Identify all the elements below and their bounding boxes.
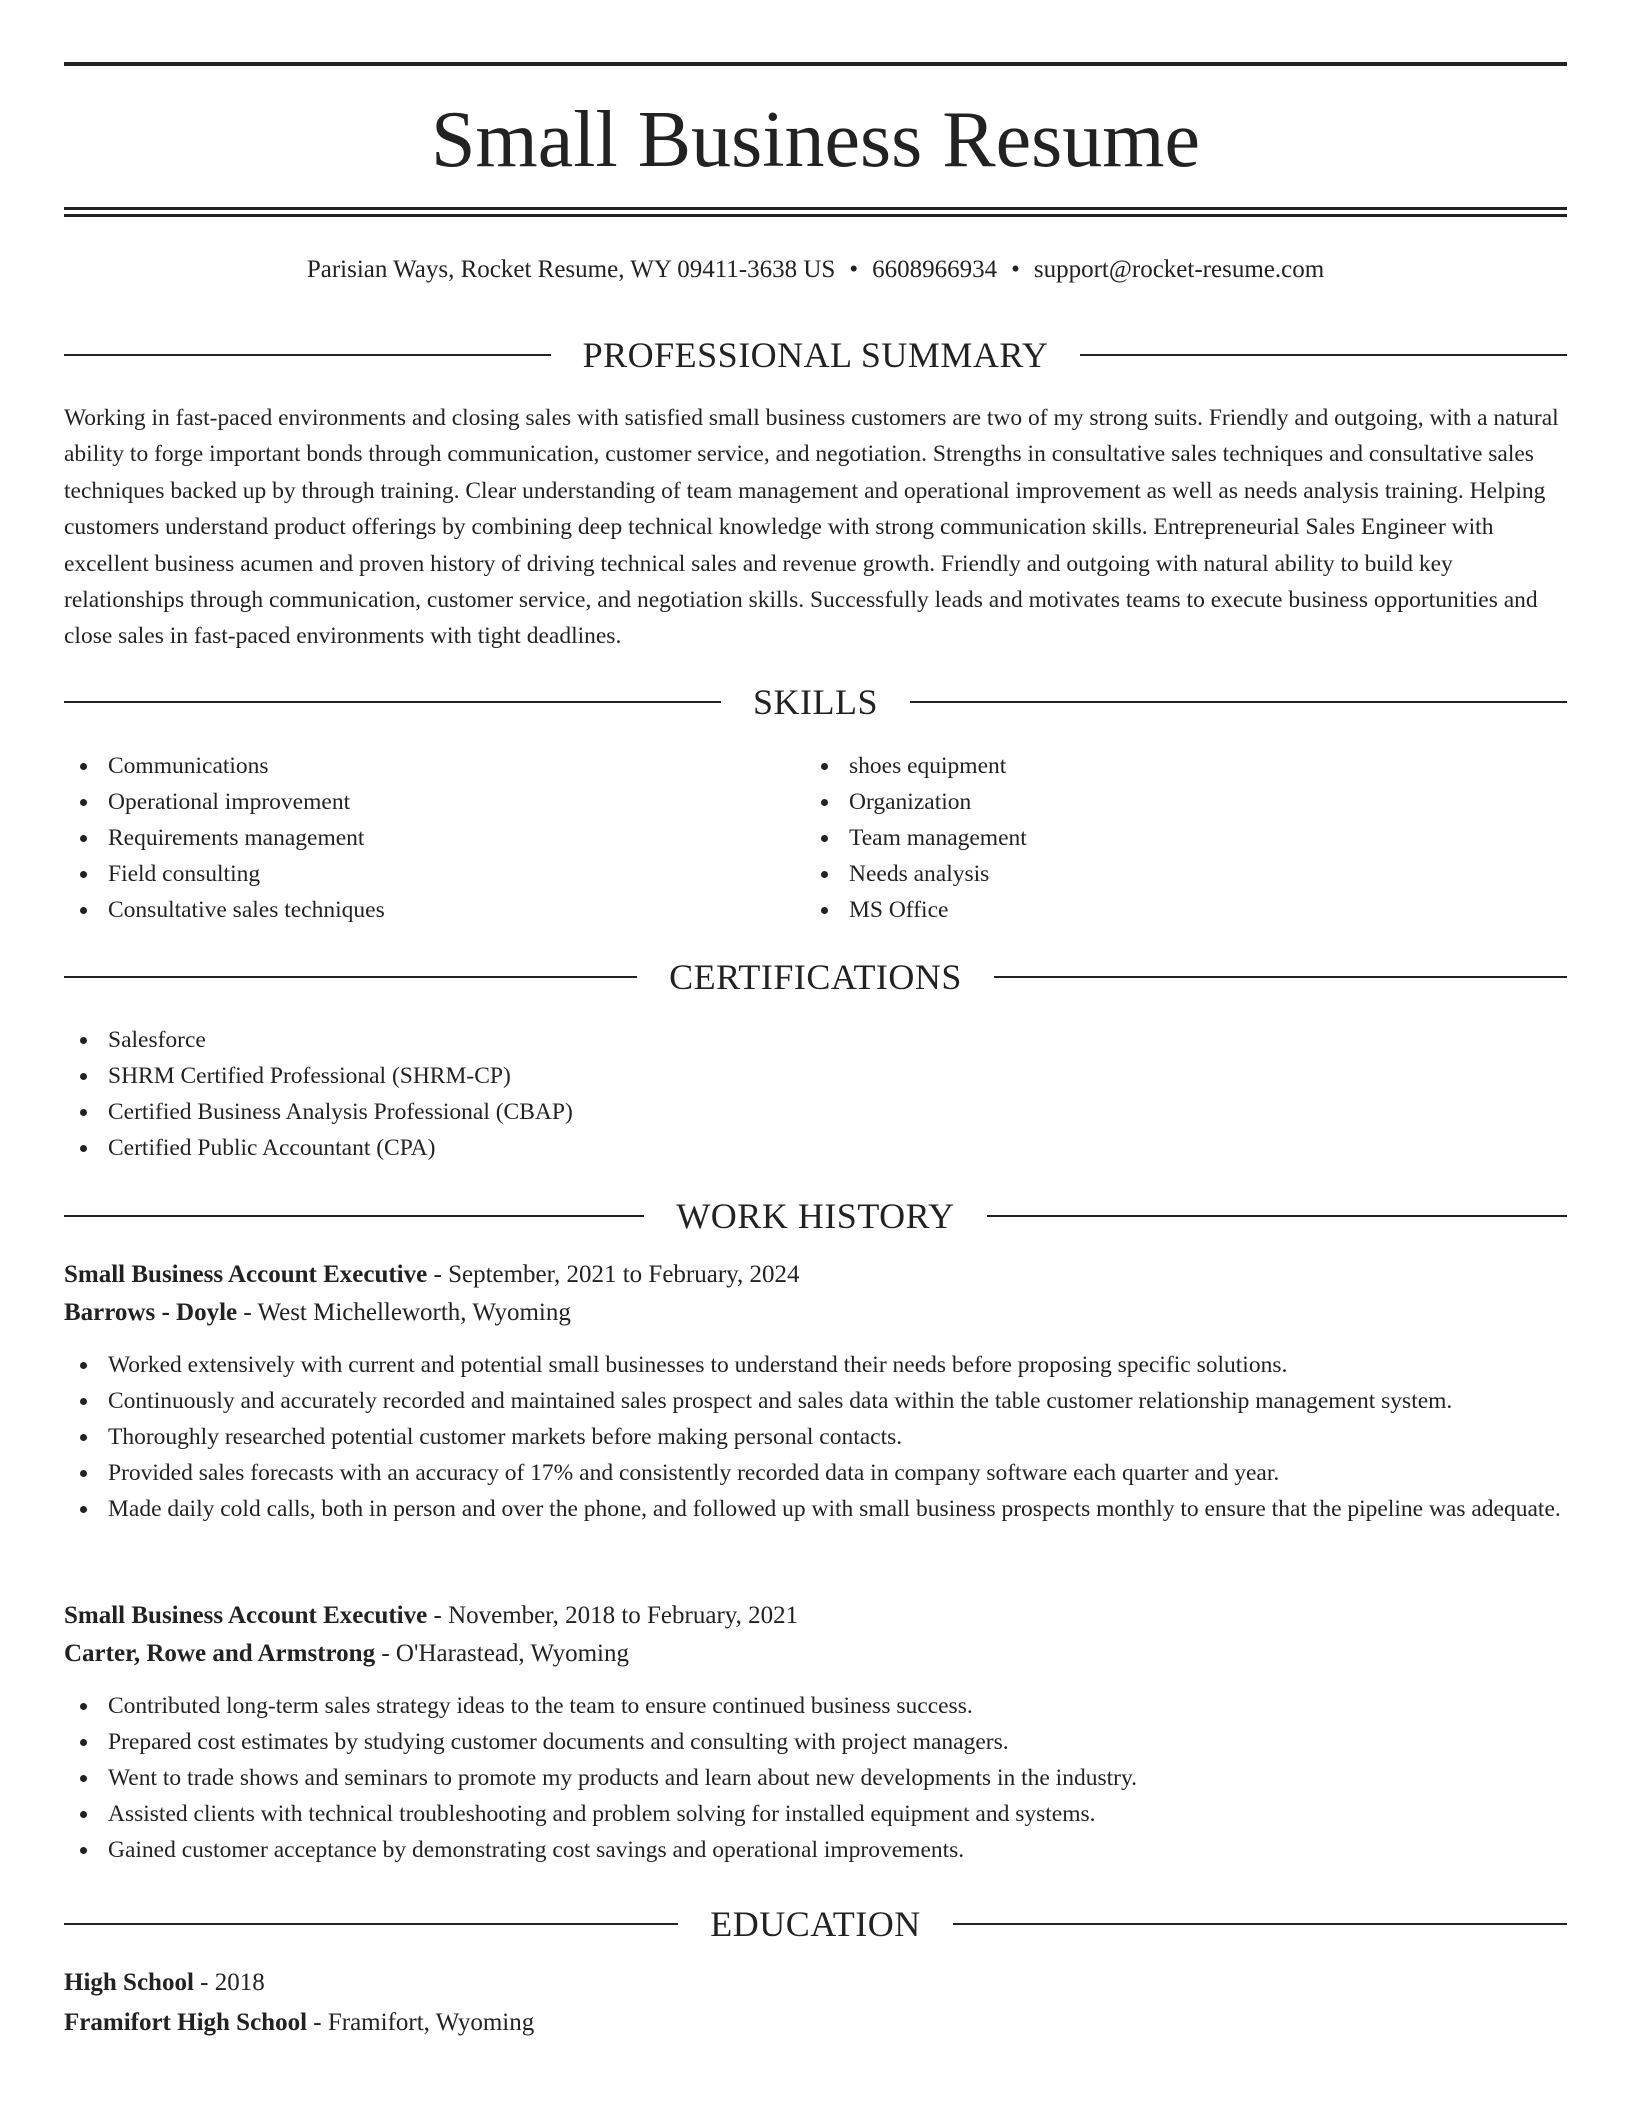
education-location: Framifort, Wyoming bbox=[327, 2009, 535, 2036]
dash: - bbox=[193, 1969, 215, 1996]
contact-email[interactable]: support@rocket-resume.com bbox=[1033, 256, 1325, 283]
job-title-line bbox=[64, 1597, 798, 1635]
job-title: Small Business Account Executive bbox=[64, 1261, 428, 1288]
job-duty-item: Worked extensively with current and potential small businesses to understand their needs before proposing specific solutions. bbox=[64, 1347, 1567, 1383]
section-divider bbox=[64, 354, 551, 356]
job-location: O'Harastead, Wyoming bbox=[395, 1640, 629, 1667]
job-dates: November, 2018 to February, 2021 bbox=[448, 1602, 799, 1629]
dash: - bbox=[237, 1299, 258, 1326]
job-duty-item: Went to trade shows and seminars to promote my products and learn about new developments in the industry. bbox=[64, 1760, 1567, 1796]
section-divider bbox=[64, 1215, 644, 1217]
job-duty-item: Thoroughly researched potential customer markets before making personal contacts. bbox=[64, 1419, 1567, 1455]
education-school: Framifort High School bbox=[64, 2009, 308, 2036]
section-divider bbox=[64, 1923, 678, 1925]
section-divider bbox=[987, 1215, 1567, 1217]
section-divider bbox=[910, 701, 1567, 703]
skill-item: Organization bbox=[805, 784, 1027, 820]
certifications-list bbox=[64, 1022, 573, 1166]
dash: - bbox=[307, 2009, 328, 2036]
job-duties-list bbox=[64, 1347, 1567, 1527]
job-company: Barrows - Doyle bbox=[64, 1299, 238, 1326]
skill-item: Communications bbox=[64, 748, 385, 784]
job-title: Small Business Account Executive bbox=[64, 1602, 428, 1629]
skill-item: Requirements management bbox=[64, 820, 385, 856]
certification-item: Certified Business Analysis Professional (CBAP) bbox=[64, 1094, 573, 1130]
skill-item: Operational improvement bbox=[64, 784, 385, 820]
job-location: West Michelleworth, Wyoming bbox=[257, 1299, 571, 1326]
contact-line bbox=[64, 252, 1567, 288]
job-duty-item: Gained customer acceptance by demonstrating cost savings and operational improvements. bbox=[64, 1832, 1567, 1868]
dash: - bbox=[427, 1261, 449, 1288]
skill-item: shoes equipment bbox=[805, 748, 1027, 784]
job-duties-list bbox=[64, 1688, 1567, 1868]
summary-text: Working in fast-paced environments and closing sales with satisfied small business customers are two of my strong suits. Friendly and outgoing, with a natural ability to forge important bonds through communication, customer service, and negotiation. Strengths in consultative sales techniques and consultative sales techniques backed up by through training. Clear understanding of team management and operational improvement as well as needs analysis training. Helping customers understand product offerings by combining deep technical knowledge with strong communication skills. Entrepreneurial Sales Engineer with excellent business acumen and proven history of driving technical sales and revenue growth. Friendly and outgoing with natural ability to build key relationships through communication, customer service, and negotiation skills. Successfully leads and motivates teams to execute business opportunities and close sales in fast-paced environments with tight deadlines. bbox=[64, 405, 1559, 650]
contact-separator: • bbox=[1011, 256, 1020, 283]
contact-separator: • bbox=[849, 256, 859, 283]
section-divider bbox=[64, 701, 721, 703]
section-divider bbox=[994, 976, 1567, 978]
section-header-summary bbox=[64, 333, 1567, 377]
skill-item: Consultative sales techniques bbox=[64, 892, 385, 928]
section-header-education bbox=[64, 1902, 1567, 1946]
section-header-work-history bbox=[64, 1194, 1567, 1238]
job-duty-item: Prepared cost estimates by studying customer documents and consulting with project managers. bbox=[64, 1724, 1567, 1760]
section-divider bbox=[953, 1923, 1567, 1925]
job-company-line bbox=[64, 1294, 571, 1332]
contact-address: Parisian Ways, Rocket Resume, WY 09411-3638 US bbox=[306, 256, 836, 283]
certification-item: Salesforce bbox=[64, 1022, 573, 1058]
job-duty-item: Assisted clients with technical troubleshooting and problem solving for installed equipment and systems. bbox=[64, 1796, 1567, 1832]
section-title-certifications: CERTIFICATIONS bbox=[669, 957, 962, 997]
skills-list-right bbox=[805, 748, 1027, 928]
section-divider bbox=[64, 976, 637, 978]
job-company-line bbox=[64, 1635, 629, 1673]
job-title-line bbox=[64, 1256, 800, 1294]
certification-item: SHRM Certified Professional (SHRM-CP) bbox=[64, 1058, 573, 1094]
job-duty-item: Contributed long-term sales strategy ideas to the team to ensure continued business success. bbox=[64, 1688, 1567, 1724]
dash: - bbox=[427, 1602, 449, 1629]
section-title-education: EDUCATION bbox=[710, 1904, 921, 1944]
section-title-skills: SKILLS bbox=[753, 682, 879, 722]
section-title-summary: PROFESSIONAL SUMMARY bbox=[582, 335, 1049, 375]
dash: - bbox=[375, 1640, 396, 1667]
education-school-line bbox=[64, 2004, 534, 2042]
skill-item: Needs analysis bbox=[805, 856, 1027, 892]
section-header-skills bbox=[64, 680, 1567, 724]
skills-list-left bbox=[64, 748, 385, 928]
contact-phone: 6608966934 bbox=[872, 256, 998, 283]
education-degree: High School bbox=[64, 1969, 194, 1996]
header-rule-lower bbox=[64, 214, 1567, 217]
section-header-certifications bbox=[64, 955, 1567, 999]
education-year: 2018 bbox=[214, 1969, 265, 1996]
skill-item: Team management bbox=[805, 820, 1027, 856]
job-dates: September, 2021 to February, 2024 bbox=[448, 1261, 800, 1288]
education-degree-line bbox=[64, 1964, 265, 2002]
skill-item: MS Office bbox=[805, 892, 1027, 928]
header-top-rule bbox=[64, 62, 1567, 66]
job-duty-item: Made daily cold calls, both in person and over the phone, and followed up with small business prospects monthly to ensure that the pipeline was adequate. bbox=[64, 1491, 1567, 1527]
job-company: Carter, Rowe and Armstrong bbox=[64, 1640, 376, 1667]
resume-title: Small Business Resume bbox=[431, 96, 1200, 184]
skill-item: Field consulting bbox=[64, 856, 385, 892]
job-duty-item: Provided sales forecasts with an accuracy of 17% and consistently recorded data in company software each quarter and year. bbox=[64, 1455, 1567, 1491]
certification-item: Certified Public Accountant (CPA) bbox=[64, 1130, 573, 1166]
header-rule-upper bbox=[64, 207, 1567, 210]
job-duty-item: Continuously and accurately recorded and maintained sales prospect and sales data within the table customer relationship management system. bbox=[64, 1383, 1567, 1419]
section-divider bbox=[1080, 354, 1567, 356]
section-title-work-history: WORK HISTORY bbox=[676, 1196, 955, 1236]
